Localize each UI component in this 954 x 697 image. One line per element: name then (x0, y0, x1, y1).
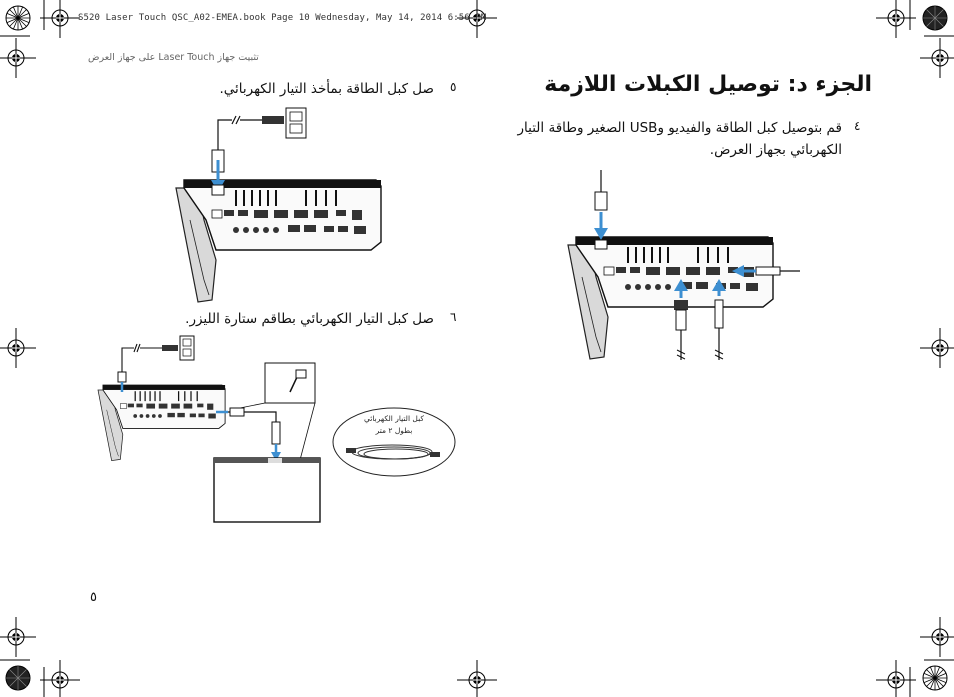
file-header: S520 Laser Touch QSC_A02-EMEA.book Page 10 Wednesday, May 14, 2014 6:56 PM (78, 13, 487, 23)
step-number: ٦ (450, 310, 457, 324)
step-text: صل كبل التيار الكهربائي بطاقم ستارة الليزر. (185, 311, 434, 327)
step-number: ٤ (854, 119, 861, 133)
section-title: الجزء د: توصيل الكبلات اللازمة (544, 72, 872, 97)
registration-starburst-bottom-left (6, 666, 30, 690)
step-text: صل كبل الطاقة بمأخذ التيار الكهربائي. (219, 81, 434, 97)
step-number: ٥ (450, 80, 457, 94)
registration-crosshair (0, 38, 36, 78)
registration-crosshair (40, 0, 80, 38)
page-number: ٥ (90, 590, 97, 605)
step4-illustration (568, 170, 800, 360)
cable-label-line1: كبل التيار الكهربائي (364, 414, 424, 423)
registration-crosshair (920, 38, 954, 78)
cable-label (333, 408, 455, 476)
registration-crosshair (920, 617, 954, 657)
registration-starburst-bottom-right (923, 666, 947, 690)
registration-crosshair (457, 660, 497, 697)
step-text: قم بتوصيل كبل الطاقة والفيديو وUSB الصغير وطاقة التيار الكهربائي بجهاز العرض. (517, 120, 842, 158)
cable-label-line2: بطول ٢ متر (375, 426, 413, 435)
registration-crosshair (0, 617, 36, 657)
registration-crosshair (40, 660, 80, 697)
running-header: تثبيت جهاز Laser Touch على جهاز العرض (88, 52, 259, 63)
registration-starburst-top-right (923, 6, 947, 30)
step5-illustration (176, 108, 381, 302)
registration-starburst-top-left (6, 6, 30, 30)
registration-crosshair (0, 328, 36, 368)
registration-crosshair (920, 328, 954, 368)
